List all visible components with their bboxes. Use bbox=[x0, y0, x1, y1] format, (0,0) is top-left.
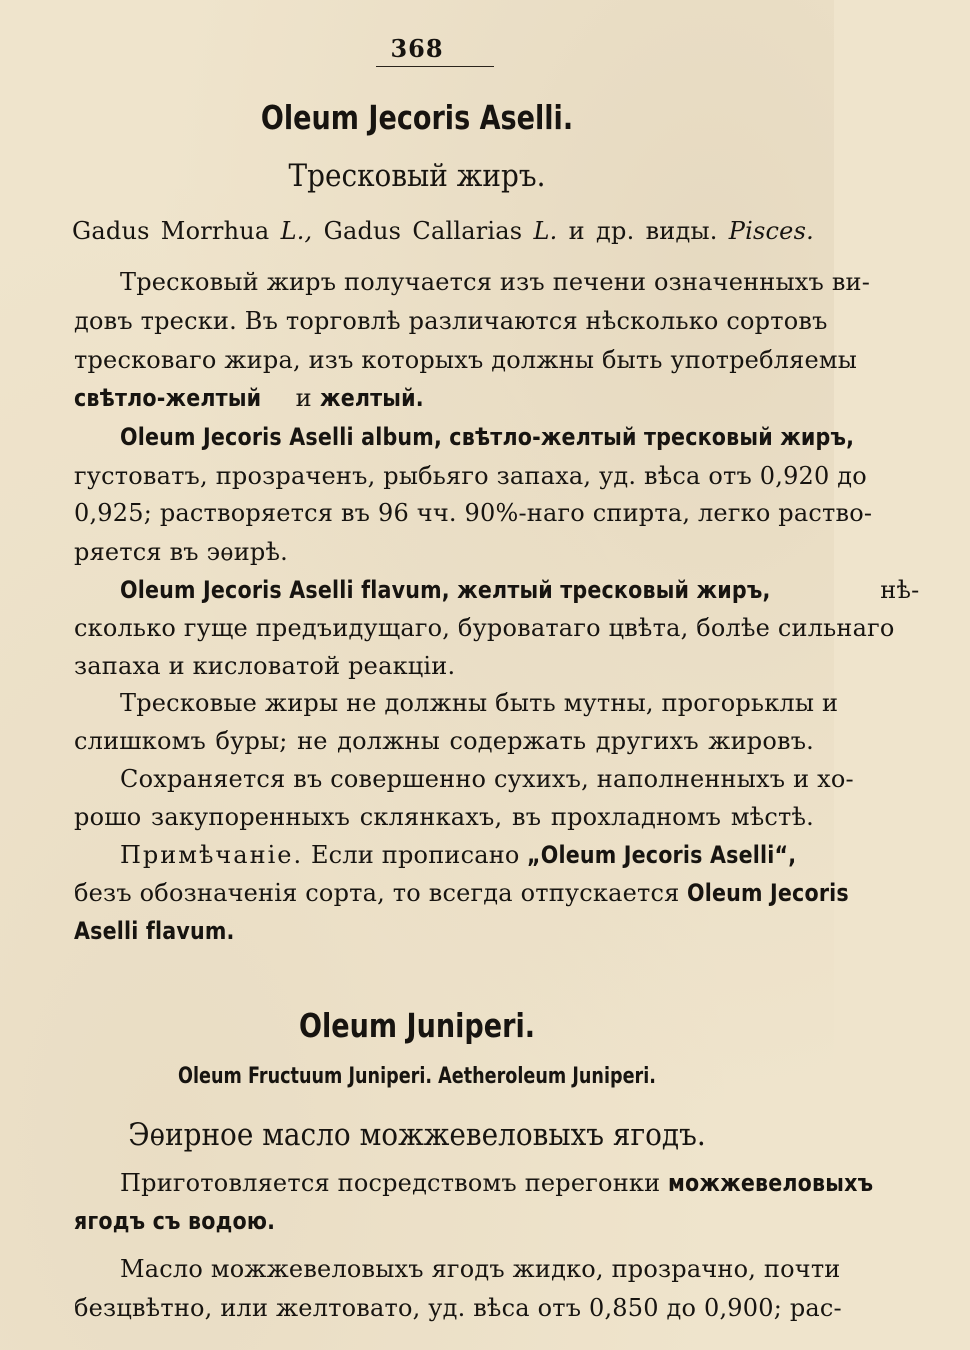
bold-term: можжевеловыхъ bbox=[668, 1169, 874, 1197]
paragraph-line: сколько гуще предъидущаго, буроватаго цвѣта, болѣе сильнаго bbox=[74, 614, 895, 642]
note-label: Примѣчаніе. bbox=[120, 841, 304, 869]
paragraph-line: ряется въ эѳирѣ. bbox=[74, 538, 288, 566]
inline-text: нѣ- bbox=[880, 576, 920, 604]
note-line bbox=[74, 916, 814, 946]
paragraph-line: безцвѣтно, или желтовато, уд. вѣса отъ 0,850 до 0,900; рас- bbox=[74, 1294, 842, 1322]
paragraph-line bbox=[120, 1168, 874, 1198]
paragraph-line: Сохраняется въ совершенно сухихъ, наполненныхъ и хо- bbox=[120, 765, 854, 793]
paragraph-line bbox=[120, 575, 920, 605]
section-subtitle-latin: Oleum Fructuum Juniperi. Aetheroleum Juniperi. bbox=[178, 1064, 656, 1089]
note-line bbox=[74, 878, 850, 908]
paragraph-line: тресковаго жира, изъ которыхъ должны быть употребляемы bbox=[74, 346, 858, 374]
bold-term: ягодъ съ водою. bbox=[74, 1207, 276, 1235]
paragraph-line: 0,925; растворяется въ 96 чч. 90%-наго спирта, легко раство- bbox=[74, 499, 873, 527]
note-bold: „Oleum Jecoris Aselli“, bbox=[527, 841, 797, 869]
paragraph-line: слишкомъ буры; не должны содержать другихъ жировъ. bbox=[74, 727, 814, 755]
source-author-2: L. bbox=[533, 217, 558, 245]
paragraph-line: запаха и кисловатой реакціи. bbox=[74, 652, 456, 680]
paragraph-line bbox=[120, 422, 855, 452]
note-bold: Aselli flavum. bbox=[74, 917, 235, 945]
paragraph-line: Тресковый жиръ получается изъ печени означенныхъ ви- bbox=[120, 268, 871, 296]
paragraph-line: довъ трески. Въ торговлѣ различаются нѣсколько сортовъ bbox=[74, 307, 828, 335]
inline-text: Приготовляется посредствомъ перегонки bbox=[120, 1169, 661, 1197]
inline-text: и bbox=[295, 384, 312, 412]
note-text: Если прописано bbox=[310, 841, 520, 869]
source-species-1: Gadus Morrhua bbox=[72, 217, 270, 245]
paragraph-line: рошо закупоренныхъ склянкахъ, въ прохладномъ мѣстѣ. bbox=[74, 803, 814, 831]
paragraph-line bbox=[74, 1206, 814, 1236]
bold-heading-album: Oleum Jecoris Aselli album, свѣтло-желтый тресковый жиръ, bbox=[120, 423, 855, 451]
paragraph-line bbox=[74, 383, 814, 413]
paragraph-line: Тресковые жиры не должны быть мутны, прогорьклы и bbox=[120, 689, 839, 717]
source-other: и др. виды. bbox=[568, 217, 718, 245]
section-title-russian: Тресковый жиръ. bbox=[288, 158, 546, 194]
note-bold: Oleum Jecoris bbox=[687, 879, 850, 907]
bold-heading-flavum: Oleum Jecoris Aselli flavum, желтый тресковый жиръ, bbox=[120, 576, 771, 604]
section-title-latin: Oleum Jecoris Aselli. bbox=[260, 98, 574, 137]
page-number: 368 bbox=[390, 34, 444, 63]
section-title-russian: Эѳирное масло можжевеловыхъ ягодъ. bbox=[128, 1117, 706, 1153]
section-title-latin: Oleum Juniperi. bbox=[298, 1006, 536, 1045]
source-class: Pisces. bbox=[728, 217, 814, 245]
source-line bbox=[72, 216, 814, 246]
bold-term: желтый. bbox=[319, 384, 424, 412]
paragraph-line: Масло можжевеловыхъ ягодъ жидко, прозрачно, почти bbox=[120, 1255, 841, 1283]
bold-term: свѣтло-желтый bbox=[74, 384, 262, 412]
note-line bbox=[120, 840, 814, 870]
source-species-2: Gadus Callarias bbox=[323, 217, 523, 245]
source-author-1: L., bbox=[280, 217, 313, 245]
page-number-rule bbox=[376, 66, 494, 67]
note-text: безъ обозначенія сорта, то всегда отпускается bbox=[74, 879, 680, 907]
paragraph-line: густоватъ, прозраченъ, рыбьяго запаха, уд. вѣса отъ 0,920 до bbox=[74, 462, 867, 490]
